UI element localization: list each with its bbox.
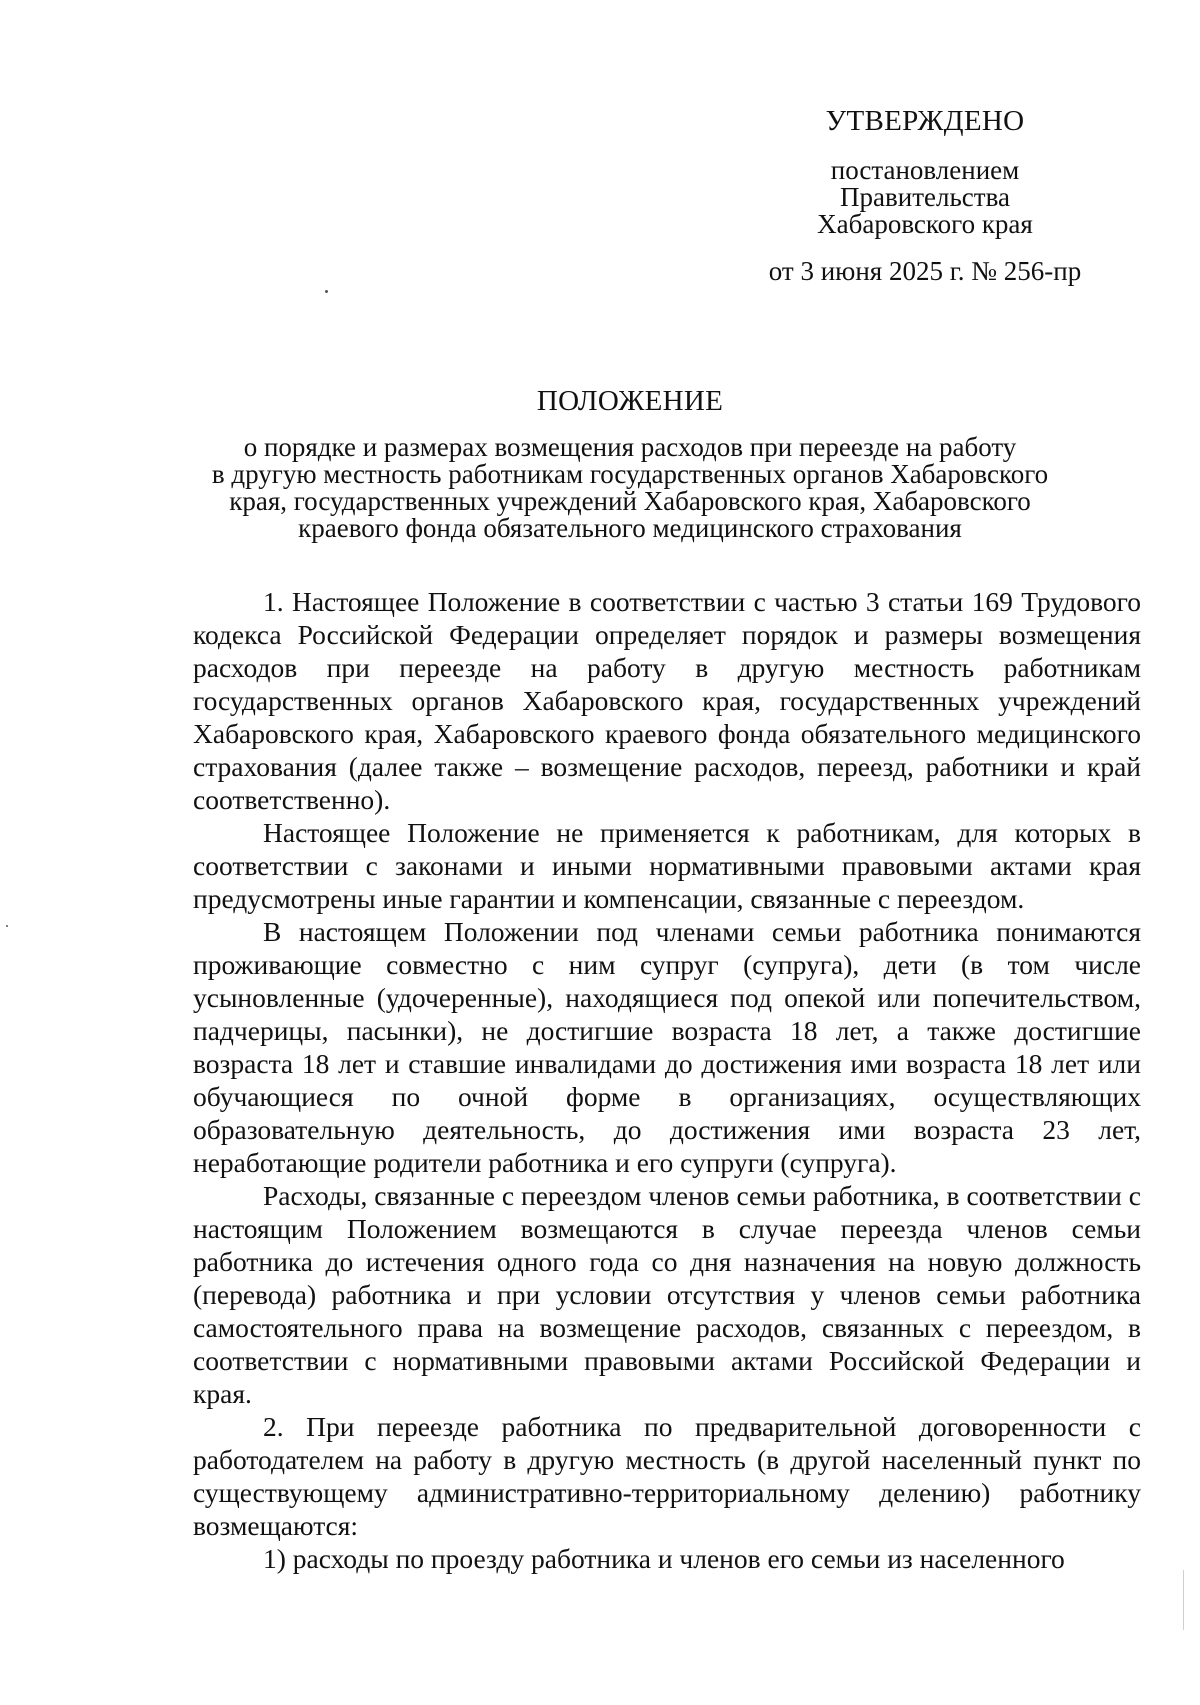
paragraph-3: В настоящем Положении под членами семьи работника понимаются проживающие совместно с ним супруг (супруга), дети (в том числе усыновленные (удочеренные), находящиеся под опекой или попечительством, падчерицы, пасынки), не достигшие возраста 18 лет, а также достигшие возраста 18 лет и ставшие инвалидами до достижения ими возраста 18 лет или обучающиеся по очной форме в организациях, осуществляющих образовательную деятельность, до достижения ими возраста 23 лет, неработающие родители работника и его супруги (супруга). bbox=[193, 916, 1141, 1178]
paragraph-2: Настоящее Положение не применяется к работникам, для которых в соответствии с законами и иными нормативными правовыми актами края предусмотрены иные гарантии и компенсации, связанные с переездом. bbox=[193, 817, 1141, 914]
approval-date: от 3 июня 2025 г. № 256-пр bbox=[768, 256, 1082, 286]
paragraph-5: 2. При переезде работника по предварительной договоренности с работодателем на работу в другую местность (в другой населенный пункт по существующему административно-территориальному делению) работнику возмещаются: bbox=[193, 1411, 1141, 1541]
paragraph-1: 1. Настоящее Положение в соответствии с частью 3 статьи 169 Трудового кодекса Российской Федерации определяет порядок и размеры возмещения расходов при переезде на работу в другую местность работникам государственных органов Хабаровского края, государственных учреждений Хабаровского края, Хабаровского краевого фонда обязательного медицинского страхования (далее также – возмещение расходов, переезд, работники и край соответственно). bbox=[193, 586, 1141, 815]
approval-line-2: Правительства bbox=[840, 182, 1010, 212]
subtitle-line-4: краевого фонда обязательного медицинского страхования bbox=[298, 513, 962, 543]
document-title-block bbox=[200, 385, 1060, 542]
scan-speck bbox=[6, 925, 8, 927]
document-heading: ПОЛОЖЕНИЕ bbox=[536, 385, 724, 417]
document-body bbox=[193, 585, 1141, 1575]
approval-stamp: УТВЕРЖДЕНО bbox=[825, 105, 1025, 137]
scan-margin-line bbox=[1183, 1570, 1184, 1630]
approval-block bbox=[760, 105, 1090, 286]
document-subtitle bbox=[200, 434, 1060, 542]
approval-line-3: Хабаровского края bbox=[817, 209, 1033, 239]
subtitle-line-1: о порядке и размерах возмещения расходов при переезде на работу bbox=[243, 432, 1017, 462]
paragraph-4: Расходы, связанные с переездом членов семьи работника, в соответствии с настоящим Положением возмещаются в случае переезда членов семьи работника до истечения одного года со дня назначения на новую должность (перевода) работника и при условии отсутствия у членов семьи работника самостоятельного права на возмещение расходов, связанных с переездом, в соответствии с нормативными правовыми актами Российской Федерации и края. bbox=[193, 1180, 1141, 1409]
scan-speck bbox=[325, 290, 328, 293]
subtitle-line-3: края, государственных учреждений Хабаровского края, Хабаровского bbox=[229, 486, 1031, 516]
subtitle-line-2: в другую местность работникам государственных органов Хабаровского bbox=[211, 459, 1049, 489]
approval-line-1: постановлением bbox=[830, 155, 1020, 185]
paragraph-6: 1) расходы по проезду работника и членов его семьи из населенного bbox=[263, 1543, 1065, 1574]
